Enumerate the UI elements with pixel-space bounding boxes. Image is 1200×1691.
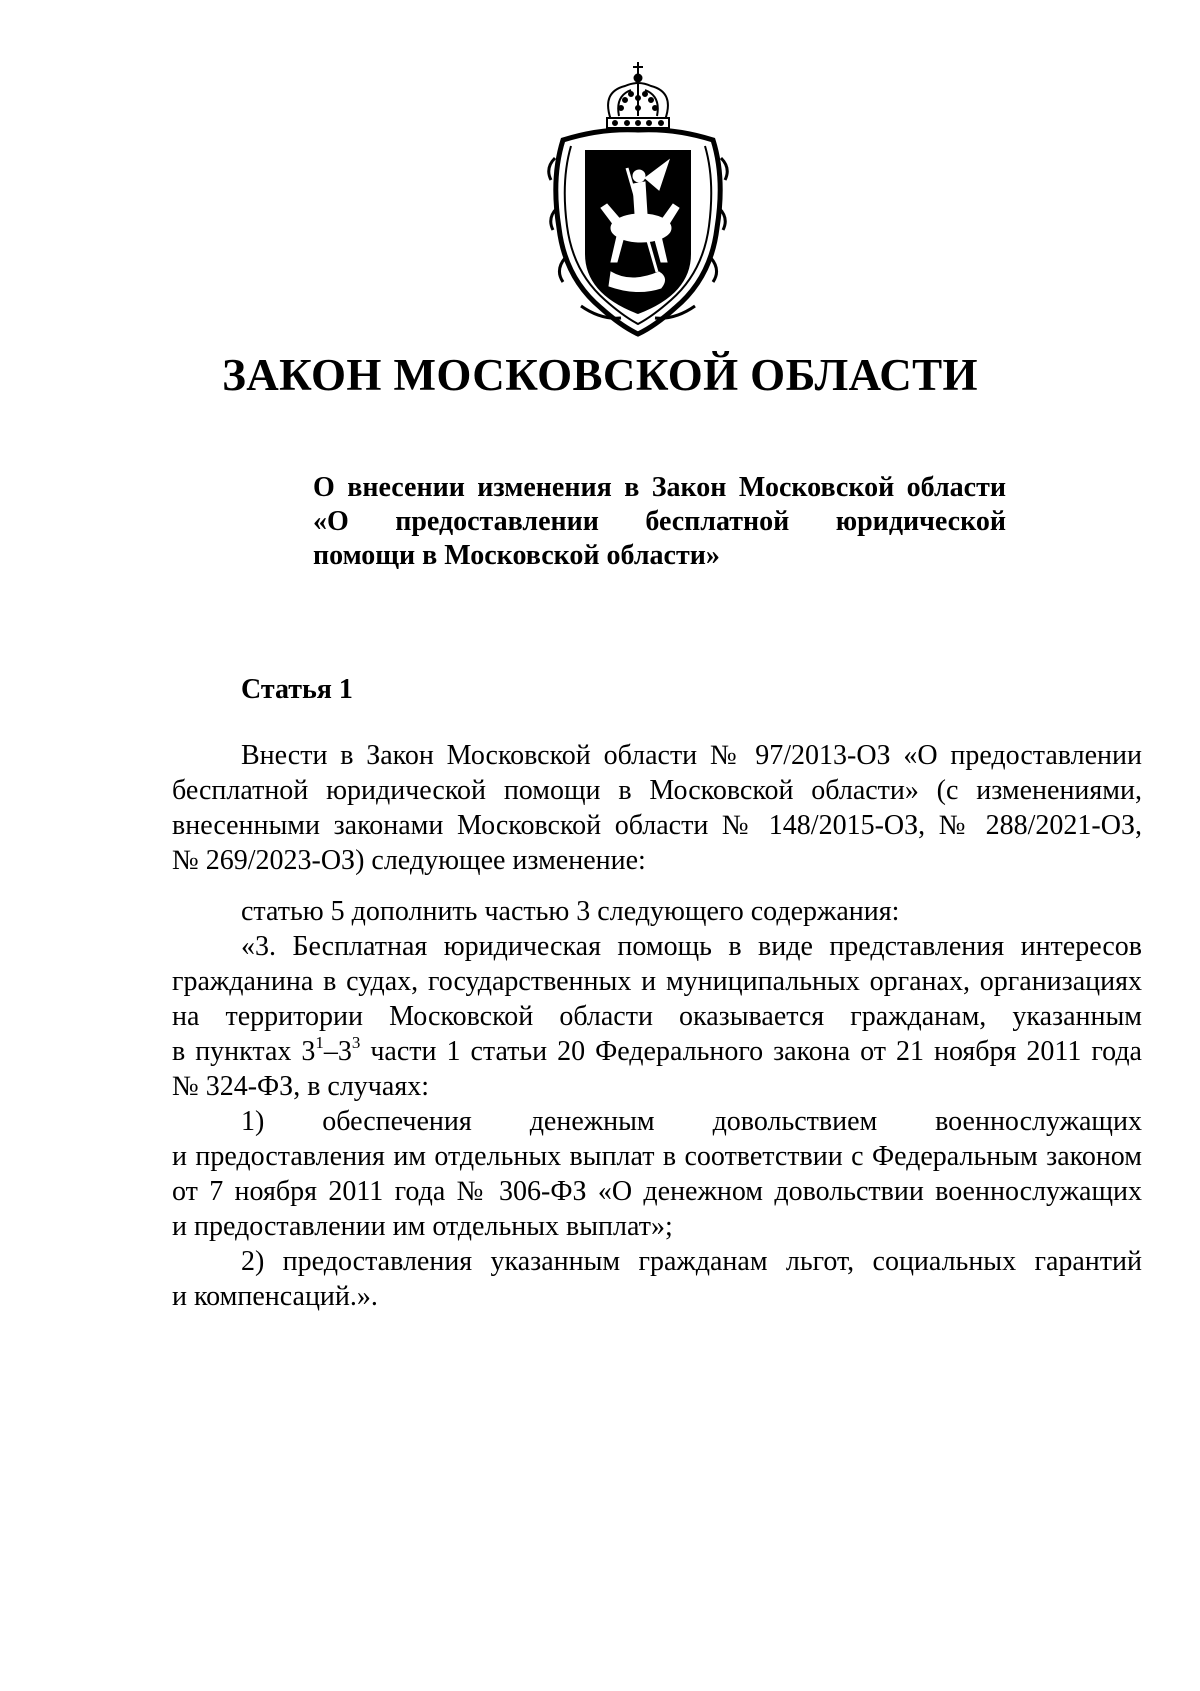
text-line: 2) предоставления указанным гражданам льгот, социальных гарантий bbox=[241, 1246, 1142, 1277]
word: денежным bbox=[529, 1106, 655, 1137]
paragraph-1 bbox=[172, 738, 1142, 878]
superscript: 1 bbox=[315, 1033, 324, 1052]
item-1-first-line bbox=[172, 1104, 1142, 1139]
text-fragment: –3 bbox=[323, 1036, 352, 1067]
word: 1) bbox=[241, 1106, 265, 1137]
text-line: внесенными законами Московской области № 148/2015-ОЗ, № 288/2021-ОЗ, bbox=[172, 810, 1142, 841]
text-line: на территории Московской области оказывается гражданам, указанным bbox=[172, 1001, 1142, 1032]
text-line: и предоставления им отдельных выплат в соответствии с Федеральным законом bbox=[172, 1141, 1142, 1172]
points-reference-line bbox=[172, 1034, 1142, 1069]
subtitle-line: «О предоставлении бесплатной юридической bbox=[313, 506, 1006, 537]
text-line: и компенсаций.». bbox=[172, 1281, 378, 1312]
subtitle-line: помощи в Московской области» bbox=[313, 540, 720, 571]
superscript: 3 bbox=[351, 1033, 361, 1052]
text-line: № 269/2023-ОЗ) следующее изменение: bbox=[172, 845, 646, 876]
document-subtitle bbox=[313, 471, 1006, 573]
text-line: статью 5 дополнить частью 3 следующего содержания: bbox=[241, 896, 900, 927]
article-heading: Статья 1 bbox=[241, 674, 353, 705]
word: довольствием bbox=[712, 1106, 878, 1137]
text-line: бесплатной юридической помощи в Московской области» (с изменениями, bbox=[172, 775, 1142, 806]
text-fragment: в пунктах 3 bbox=[172, 1036, 316, 1067]
word: обеспечения bbox=[322, 1106, 472, 1137]
text-line: Внести в Закон Московской области № 97/2013-ОЗ «О предоставлении bbox=[241, 740, 1142, 771]
text-line: № 324-ФЗ, в случаях: bbox=[172, 1071, 429, 1102]
text-line: и предоставлении им отдельных выплат»; bbox=[172, 1211, 673, 1242]
coat-of-arms-emblem bbox=[541, 58, 735, 340]
text-line: от 7 ноября 2011 года № 306-ФЗ «О денежном довольствии военнослужащих bbox=[172, 1176, 1142, 1207]
subtitle-line: О внесении изменения в Закон Московской области bbox=[313, 472, 1006, 503]
text-line: гражданина в судах, государственных и муниципальных органах, организациях bbox=[172, 966, 1142, 997]
word: военнослужащих bbox=[935, 1106, 1142, 1137]
text-fragment: части 1 статьи 20 Федерального закона от 21 ноября 2011 года bbox=[360, 1036, 1142, 1067]
crown-icon bbox=[607, 62, 669, 128]
amendment-block bbox=[172, 894, 1142, 1314]
text-line: «3. Бесплатная юридическая помощь в виде представления интересов bbox=[241, 931, 1142, 962]
document-title: ЗАКОН МОСКОВСКОЙ ОБЛАСТИ bbox=[222, 350, 978, 400]
